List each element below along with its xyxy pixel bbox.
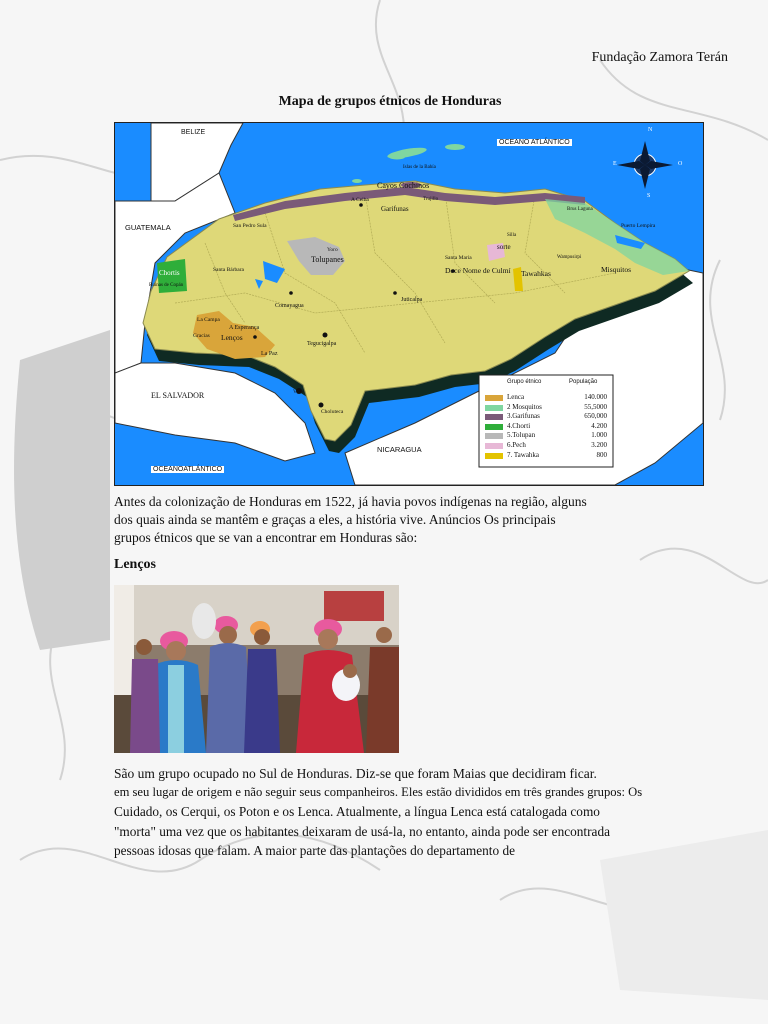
legend-row [483,451,613,461]
intro-line: grupos étnicos que se van a encontrar em Honduras são: [114,530,418,545]
label-misquitos: Misquitos [601,265,632,274]
label-tolupanes: Tolupanes [311,255,344,264]
legend-swatch [485,395,503,401]
legend-group-name: 7. Tawahka [507,450,540,459]
lenca-women-photo [114,585,399,753]
legend-group-name: 6.Pech [507,440,526,449]
compass-o: O [678,161,683,167]
ethnic-groups-map [114,122,704,486]
legend-rows [483,393,613,460]
legend-swatch [485,414,503,420]
legend-swatch [485,405,503,411]
legend-row [483,403,613,413]
legend-header-population: População [569,379,598,385]
label-silla: Silla [507,233,517,238]
legend-swatch [485,453,503,459]
label-gracias: Gracias [193,333,210,339]
label-yoro: Yoro [327,247,338,253]
body-line: São um grupo ocupado no Sul de Honduras. Diz-se que foram Maias que decidiram ficar. [114,766,597,781]
legend-group-name: 5.Tolupan [507,431,536,440]
label-ocean-north: OCEANO ATLÁNTICO [499,139,570,146]
legend-header [507,379,607,385]
lenca-description [114,764,674,860]
label-guatemala: GUATEMALA [125,223,171,232]
compass-s: S [647,193,651,199]
label-el-salvador: EL SALVADOR [151,391,205,400]
legend-group-name: 4.Chorti [507,421,531,430]
label-la-campa: La Campa [197,317,220,323]
legend-population: 650,000 [584,412,607,421]
legend-group-name: Lenca [507,393,525,401]
legend-row [483,393,613,403]
label-la-paz: La Paz [261,351,278,357]
legend-swatch [485,433,503,439]
label-islas: Islas de la Bahía [403,165,436,170]
label-cayos-cochinos: Cayos Cochinos [377,181,430,190]
intro-paragraph [114,493,604,547]
label-juticalpa: Juticalpa [401,297,423,303]
legend-row [483,422,613,432]
label-a-ceiba: A Ceiba [351,197,369,203]
legend-group-name: 2 Mosquitos [507,402,542,411]
label-puerto-lempira: Puerto Lempira [621,223,656,229]
section-title-lencas: Lenços [114,557,156,572]
legend-row [483,441,613,451]
label-nicaragua: NICARAGUA [377,445,422,454]
organization-header: Fundação Zamora Terán [591,50,728,65]
legend-population: 800 [596,450,607,459]
legend-row [483,431,613,441]
legend-population: 4.200 [591,421,607,430]
legend-row [483,412,613,422]
legend-population: 140.000 [584,393,607,401]
label-sorte: sorte [497,243,511,251]
compass-e: E [613,161,617,167]
body-line: em seu lugar de origem e não seguir seus companheiros. Eles estão divididos em três grandes grupos: Os [114,785,643,800]
label-chortis: Chortis [159,269,180,277]
legend-population: 1.000 [591,431,607,440]
label-trujillo: Trujillo [423,197,439,202]
label-choluteca: Choluteca [321,409,344,415]
label-tawahkas: Tawahkas [521,269,551,278]
legend-swatch [485,424,503,430]
body-line: pessoas idosas que falam. A maior parte das plantações do departamento de [114,842,515,858]
compass-n: N [648,127,653,133]
label-comayagua: Comayagua [275,303,304,309]
label-brus-laguna: Brus Laguna [567,207,593,212]
intro-line: Antes da colonização de Honduras em 1522, já havia povos indígenas na região, alguns [114,494,587,509]
label-san-pedro-sula: San Pedro Sula [233,223,267,229]
legend-group-name: 3.Garifunas [507,412,540,421]
map-title: Mapa de grupos étnicos de Honduras [278,94,502,109]
label-belize: BELIZE [181,129,206,136]
body-line: "morta" uma vez que os habitantes deixaram de usá-la, no entanto, ainda pode ser encontrada [114,823,611,839]
legend-header-group: Grupo étnico [507,379,542,385]
legend-population: 55,5000 [584,402,607,411]
legend-swatch [485,443,503,449]
label-ocean-south: OCEANOATLÁNTICO [153,466,223,473]
body-line: Cuidado, os Cerqui, os Poton e os Lenca. Atualmente, a língua Lenca está catalogada como [114,804,600,820]
intro-line: dos quais ainda se mantêm e graças a eles, a história vive. Anúncios Os principais [114,512,556,527]
legend-population: 3.200 [591,440,607,449]
label-a-esperanca: A Esperança [229,325,260,331]
label-santa-maria: Santa Maria [445,255,472,261]
label-lencas: Lenços [221,333,243,342]
label-valle: Valle [293,389,305,395]
label-tegucigalpa: Tegucigalpa [307,341,337,347]
compass-rose-icon [617,141,673,189]
label-copan: Ruinas de Copán [149,283,184,288]
label-garifunas: Garifunas [381,205,409,213]
label-doce-nome: Doce Nome de Culmí [445,266,511,275]
label-santa-barbara: Santa Bárbara [213,267,244,273]
label-wampusirpi: Wampusirpi [557,255,582,260]
